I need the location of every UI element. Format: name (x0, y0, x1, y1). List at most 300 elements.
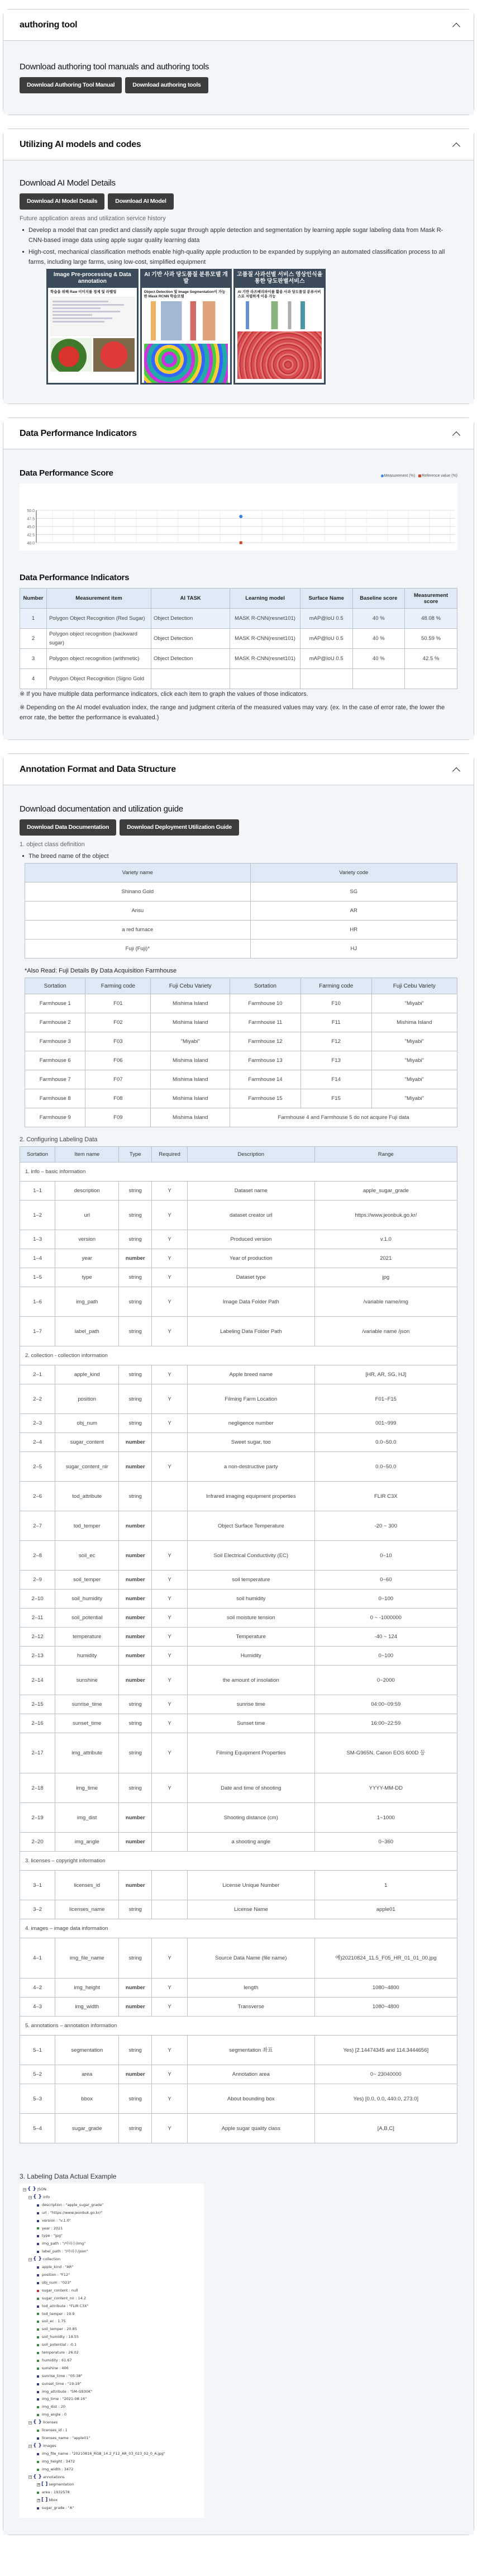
table-cell: Sweet sugar, too (188, 1433, 315, 1452)
table-cell: tod_attribute (55, 1482, 119, 1511)
json-tree-node (23, 2419, 201, 2427)
table-cell: 2–1 (20, 1365, 55, 1384)
table-cell: F08 (85, 1089, 151, 1108)
table-cell: MASK R-CNN(resnet101) (230, 649, 300, 669)
column-header: Sortation (20, 1147, 55, 1163)
network-diagram-image (144, 301, 228, 340)
column-header: Required (152, 1147, 188, 1163)
breed-bullet: The breed name of the object (22, 851, 457, 861)
reference-point (240, 542, 242, 544)
json-tree-node (23, 2474, 201, 2482)
json-tree-node (23, 2442, 201, 2450)
table-cell: Y (152, 1230, 188, 1249)
table-cell: Farmhouse 8 (25, 1089, 85, 1108)
table-row[interactable] (20, 669, 457, 689)
table-cell: Shooting distance (cm) (188, 1803, 315, 1833)
table-cell: obj_num (55, 1414, 119, 1433)
collapse-toggle-icon[interactable]: − (29, 2475, 32, 2479)
group-label: 1. info – basic information (20, 1163, 457, 1182)
chevron-up-icon[interactable] (452, 141, 460, 149)
section-subtitle: Download authoring tool manuals and authoring tools (20, 62, 209, 72)
table-cell: string (119, 1938, 152, 1979)
chart-legend (381, 474, 457, 478)
table-cell: Farmhouse 2 (25, 1013, 85, 1032)
json-tree-node (23, 2287, 201, 2295)
table-cell: apple_kind (55, 1365, 119, 1384)
table-cell: 2–10 (20, 1590, 55, 1609)
table-row (20, 1938, 457, 1979)
table-cell: F14 (300, 1070, 371, 1089)
json-tree-node (23, 2489, 201, 2497)
group-label: 4. images – image data information (20, 1919, 457, 1938)
table-cell: Y (152, 2114, 188, 2143)
table-cell: temperature (55, 1628, 119, 1647)
column-header: Variety name (25, 864, 251, 883)
table-cell: Polygon Object Recognition (Red Sugar) (46, 609, 151, 629)
authoring-tool-panel (3, 9, 474, 115)
chart-title: Data Performance Score (20, 468, 113, 478)
collapse-toggle-icon[interactable]: − (29, 2421, 32, 2425)
variety-table (25, 863, 457, 959)
string-value-icon (37, 2282, 39, 2284)
table-cell: F10 (300, 994, 371, 1013)
table-cell: string (119, 1482, 152, 1511)
table-cell: 3–1 (20, 1871, 55, 1900)
table-cell: string (119, 1365, 152, 1384)
table-cell: Y (152, 2065, 188, 2084)
json-node-label: img_angle : 0 (42, 2412, 67, 2417)
table-cell: 0.0~50.0 (314, 1433, 457, 1452)
table-cell: 0 ~ -1000000 (314, 1609, 457, 1628)
table-cell: sunrise time (188, 1695, 315, 1714)
column-header: Item name (55, 1147, 119, 1163)
download-utilization-guide-button[interactable]: Download Deployment Utilization Guide (120, 819, 239, 836)
table-cell: img_height (55, 1979, 119, 1998)
table-cell: 0~ 23040000 (314, 2065, 457, 2084)
json-node-label: year : 2021 (42, 2226, 63, 2231)
table-cell: Mishima Island (151, 994, 230, 1013)
table-cell: Y (152, 1695, 188, 1714)
table-cell: Mishima Island (151, 1108, 230, 1127)
table-cell: 2021 (314, 1249, 457, 1268)
download-data-documentation-button[interactable]: Download Data Documentation (20, 819, 116, 836)
table-row (20, 1249, 457, 1268)
json-node-label: version : "v.1.0" (42, 2218, 71, 2223)
table-cell: 2–5 (20, 1452, 55, 1482)
json-tree-node (23, 2481, 201, 2489)
bullet-list (22, 225, 457, 267)
table-cell: Infrared imaging equipment properties (188, 1482, 315, 1511)
json-node-label: info (42, 2194, 50, 2199)
panel-title: Utilizing AI models and codes (20, 139, 141, 149)
table-cell: F11 (300, 1013, 371, 1032)
column-header: Learning model (230, 589, 300, 609)
table-cell: Mishima Island (151, 1013, 230, 1032)
json-tree-node (23, 2264, 201, 2271)
group-label: 3. licenses – copyright information (20, 1852, 457, 1871)
column-header: Sortation (230, 978, 301, 994)
table-cell: 1–5 (20, 1268, 55, 1287)
table-cell: F06 (85, 1051, 151, 1070)
collapse-toggle-icon[interactable]: − (23, 2187, 27, 2191)
table-cell: Farmhouse 12 (230, 1032, 301, 1051)
table-cell: 2–15 (20, 1695, 55, 1714)
table-cell: string (119, 1287, 152, 1317)
json-tree-node (23, 2295, 201, 2303)
legend-item-measurement[interactable]: Measurement (%) (381, 474, 416, 478)
table-cell: 2–20 (20, 1833, 55, 1852)
table-cell: [HR, AR, SG, HJ] (314, 1365, 457, 1384)
table-cell: F01 (85, 994, 151, 1013)
download-ai-model-details-button[interactable]: Download AI Model Details (20, 193, 104, 210)
download-ai-model-button[interactable]: Download AI Model (108, 193, 173, 210)
column-header: Variety code (250, 864, 457, 883)
table-cell: 4 (20, 669, 47, 689)
download-manual-button[interactable]: Download Authoring Tool Manual (20, 77, 122, 93)
table-row (20, 1384, 457, 1414)
group-row (20, 1919, 457, 1938)
annotation-header[interactable] (3, 754, 474, 785)
table-cell: img_file_name (55, 1938, 119, 1979)
table-cell: 2–9 (20, 1571, 55, 1590)
table-cell: soil moisture tension (188, 1609, 315, 1628)
table-row (20, 1998, 457, 2017)
table-row (20, 2036, 457, 2065)
table-row[interactable] (20, 629, 457, 649)
json-tree-image (20, 2184, 204, 2518)
table-cell: Apple breed name (188, 1365, 315, 1384)
number-value-icon (37, 2344, 39, 2346)
table-cell: Apple sugar quality class (188, 2114, 315, 2143)
table-cell: label_path (55, 1317, 119, 1346)
json-node-label: soil_temper : 20.85 (42, 2327, 77, 2332)
table-cell: Filming Equipment Properties (188, 1733, 315, 1773)
json-node-label: type : "jpg" (42, 2233, 63, 2238)
table-cell: SM-G965N, Canon EOS 600D 등 (314, 1733, 457, 1773)
column-header: Baseline score (352, 589, 405, 609)
download-tools-button[interactable]: Download authoring tools (125, 77, 208, 93)
table-cell: number (119, 1628, 152, 1647)
table-cell: a shooting angle (188, 1833, 315, 1852)
json-tree-node (23, 2248, 201, 2256)
json-node-label: area : 1932578 (42, 2490, 70, 2495)
table-cell: [A,B,C] (314, 2114, 457, 2143)
json-node-label: sugar_content_nir : 14.2 (42, 2295, 87, 2300)
table-cell: 1–7 (20, 1317, 55, 1346)
json-tree-node (23, 2357, 201, 2365)
table-cell: 5–2 (20, 2065, 55, 2084)
object-braces-icon: { } (27, 2186, 36, 2192)
table-cell: 4–1 (20, 1938, 55, 1979)
table-row (20, 1773, 457, 1803)
table-cell: Humidity (188, 1647, 315, 1666)
table-cell: 50.59 % (405, 629, 457, 649)
table-cell: Y (152, 1249, 188, 1268)
table-row (20, 1541, 457, 1571)
table-row (25, 994, 457, 1013)
collapse-toggle-icon[interactable]: − (29, 2195, 32, 2199)
table-cell: 0.0~50.0 (314, 1452, 457, 1482)
json-node-label: sunset_time : "19:19" (42, 2381, 82, 2386)
note: ※ Depending on the AI model evaluation index, the range and judgment criteria of the measured values may vary. (ex. In the case of error rate, the lower the error rate, the better the performance is evaluated.) (20, 704, 445, 721)
json-tree-node (23, 2256, 201, 2264)
table-cell: 3–2 (20, 1900, 55, 1919)
table-row (25, 1013, 457, 1032)
chevron-up-icon[interactable] (452, 430, 460, 438)
table-cell: sunshine (55, 1666, 119, 1695)
table-cell: Y (152, 1384, 188, 1414)
table-cell: humidity (55, 1647, 119, 1666)
table-row (25, 1089, 457, 1108)
performance-table (20, 588, 457, 689)
json-node-label: img_file_name : "20210816_RGB_14.2_F12_AR_03_023_02_0_A.jpg" (42, 2451, 165, 2456)
table-cell: a non-destructive party (188, 1452, 315, 1482)
json-node-label: humidity : 61.67 (42, 2357, 72, 2362)
table-cell: Y (152, 1609, 188, 1628)
table-cell: Farmhouse 3 (25, 1032, 85, 1051)
table-cell: Sunset time (188, 1714, 315, 1733)
note: ※ If you have multiple data performance indicators, click each item to graph the values of those indicators. (20, 691, 308, 698)
table-cell: Year of production (188, 1249, 315, 1268)
table-cell (152, 1803, 188, 1833)
segmentation-image (144, 344, 228, 383)
table-cell (152, 1900, 188, 1919)
table-cell: string (119, 1182, 152, 1201)
column-header: AI TASK (151, 589, 230, 609)
table-cell: 40 % (352, 649, 405, 669)
table-cell: 0~2000 (314, 1666, 457, 1695)
table-cell: soil_temper (55, 1571, 119, 1590)
labeling-title: 2. Configuring Labeling Data (20, 1136, 98, 1143)
json-tree-node (23, 2225, 201, 2233)
table-cell: 예)20210824_11.5_F05_HR_01_01_00.jpg (314, 1938, 457, 1979)
table-cell: 2–3 (20, 1414, 55, 1433)
table-cell: mAP@IoU 0.5 (300, 609, 352, 629)
panel-title: authoring tool (20, 20, 78, 30)
table-cell: SG (250, 883, 457, 902)
json-tree-node (23, 2326, 201, 2333)
chevron-up-icon[interactable] (452, 21, 460, 29)
table-row (20, 2114, 457, 2143)
table-cell: Produced version (188, 1230, 315, 1249)
panel-title: Annotation Format and Data Structure (20, 764, 176, 774)
table-row (20, 1230, 457, 1249)
table-row (20, 1287, 457, 1317)
table-cell: 1080~4800 (314, 1979, 457, 1998)
table-cell: Farmhouse 10 (230, 994, 301, 1013)
table-cell: mAP@IoU 0.5 (300, 649, 352, 669)
table-cell: Mishima Island (151, 1051, 230, 1070)
y-tick-label: 42.5 (27, 533, 35, 538)
table-cell: jpg (314, 1268, 457, 1287)
table-row (20, 1979, 457, 1998)
number-value-icon (37, 2430, 39, 2432)
infographic-heading: 고품질 사과선별 서비스 영상인식을 통한 당도판별서비스 (237, 271, 323, 284)
table-cell: "Miyabi" (371, 994, 457, 1013)
performance-header[interactable] (3, 418, 474, 449)
collapse-toggle-icon[interactable]: − (29, 2444, 32, 2448)
table-cell: Farmhouse 14 (230, 1070, 301, 1089)
table-cell: Polygon object recognition (backward sugar) (46, 629, 151, 649)
table-cell: length (188, 1979, 315, 1998)
table-row (20, 1433, 457, 1452)
table-cell (152, 1511, 188, 1541)
table-cell: F12 (300, 1032, 371, 1051)
table-cell: string (119, 1230, 152, 1249)
json-tree-node (23, 2217, 201, 2225)
table-cell: Yes) [2.14474345 and 114.3444656] (314, 2036, 457, 2065)
table-cell: sugar_grade (55, 2114, 119, 2143)
json-tree-node (23, 2458, 201, 2466)
table-cell: 1 (314, 1871, 457, 1900)
string-value-icon (37, 2220, 39, 2222)
infographic-column (140, 269, 232, 385)
json-tree-node (23, 2466, 201, 2474)
table-cell: Annotation area (188, 2065, 315, 2084)
table-cell: Farmhouse 13 (230, 1051, 301, 1070)
table-cell (152, 1871, 188, 1900)
table-cell (152, 1482, 188, 1511)
table-row (20, 1666, 457, 1695)
number-value-icon (37, 2461, 39, 2463)
json-tree-node (23, 2497, 201, 2504)
json-node-label: obj_num : "023" (42, 2280, 71, 2285)
table-cell: Y (152, 1647, 188, 1666)
table-cell: Y (152, 1938, 188, 1979)
table-row[interactable] (20, 609, 457, 629)
json-node-label: apple_kind : "AR" (42, 2265, 74, 2270)
table-cell: apple01 (314, 1900, 457, 1919)
table-row (20, 1317, 457, 1346)
json-node-label: licenses (42, 2420, 58, 2425)
expand-toggle-icon[interactable]: + (37, 2498, 41, 2503)
json-node-label: sunshine : 406 (42, 2365, 69, 2370)
table-cell: sugar_content_nir (55, 1452, 119, 1482)
table-cell: Y (152, 1317, 188, 1346)
class-definition-label: 1. object class definition (20, 841, 85, 848)
service-infographic (46, 269, 326, 385)
table-cell: F03 (85, 1032, 151, 1051)
table-cell: /variable name/img (314, 1287, 457, 1317)
table-cell: soil humidity (188, 1590, 315, 1609)
table-cell: img_dist (55, 1803, 119, 1833)
table-cell: string (119, 1714, 152, 1733)
number-value-icon (37, 2368, 39, 2370)
table-cell: number (119, 1249, 152, 1268)
group-label: 5. annotations – annotation information (20, 2017, 457, 2036)
string-value-icon (37, 2204, 39, 2207)
table-cell: Y (152, 1714, 188, 1733)
table-cell (300, 669, 352, 689)
table-cell: /variable name /json (314, 1317, 457, 1346)
object-braces-icon: { } (33, 2194, 42, 2200)
number-value-icon (37, 2328, 39, 2331)
collapse-toggle-icon[interactable]: − (29, 2257, 32, 2262)
string-value-icon (37, 2375, 39, 2378)
string-value-icon (37, 2507, 39, 2509)
json-tree-node (23, 2380, 201, 2388)
column-header: Number (20, 589, 47, 609)
column-header: Description (188, 1147, 315, 1163)
string-value-icon (37, 2266, 39, 2269)
table-cell: number (119, 1433, 152, 1452)
table-cell: 2–8 (20, 1541, 55, 1571)
json-tree-node (23, 2194, 201, 2202)
table-row[interactable] (20, 649, 457, 669)
table-cell: string (119, 1201, 152, 1230)
table-cell: F13 (300, 1051, 371, 1070)
column-header: Farming code (85, 978, 151, 994)
json-tree-node (23, 2311, 201, 2318)
json-node-label: img_path : "/아리수/img" (42, 2241, 86, 2246)
table-cell: Y (152, 1201, 188, 1230)
array-brackets-icon: [ ] (41, 2497, 48, 2503)
infographic-column (233, 269, 326, 385)
table-cell: string (119, 1900, 152, 1919)
table-row (20, 1511, 457, 1541)
table-cell (405, 669, 457, 689)
table-cell: -40 ~ 124 (314, 1628, 457, 1647)
chevron-up-icon[interactable] (452, 766, 460, 774)
table-cell: Y (152, 1414, 188, 1433)
json-tree-node (23, 2411, 201, 2419)
table-cell: Date and time of shooting (188, 1773, 315, 1803)
table-cell: 04:00~09:59 (314, 1695, 457, 1714)
table-cell: sunrise_time (55, 1695, 119, 1714)
table-cell: Y (152, 1666, 188, 1695)
table-row (20, 1733, 457, 1773)
table-cell: 2–4 (20, 1433, 55, 1452)
table-cell: Yes) [0.0, 0.0, 440.0, 273.0] (314, 2084, 457, 2114)
table-cell: 2–18 (20, 1773, 55, 1803)
table-cell (152, 1433, 188, 1452)
table-cell: Mishima Island (151, 1089, 230, 1108)
table-row (25, 1051, 457, 1070)
table-row (25, 940, 457, 959)
json-node-label: images (42, 2443, 56, 2448)
json-tree-node (23, 2349, 201, 2357)
table-row (20, 1833, 457, 1852)
y-tick-label: 45.0 (27, 525, 35, 529)
table-cell: 2 (20, 629, 47, 649)
table-cell: F01~F15 (314, 1384, 457, 1414)
table-cell: string (119, 2036, 152, 2065)
table-cell: number (119, 1833, 152, 1852)
table-cell (152, 1833, 188, 1852)
infographic-heading: Image Pre-processing & Data annotation (53, 271, 131, 284)
table-cell: Y (152, 1452, 188, 1482)
table-cell: F07 (85, 1070, 151, 1089)
ai-models-header[interactable] (3, 129, 474, 160)
table-cell: 1~1000 (314, 1803, 457, 1833)
legend-item-reference[interactable]: Reference value (%) (418, 474, 457, 478)
table-title: Data Performance Indicators (20, 573, 130, 582)
bullet-item: High-cost, mechanical classification methods enable high-quality apple production to be expanded by supplying an automated classification process to all farms, including large farms, using low-cost, simplified equipment (22, 247, 457, 267)
table-row (20, 1452, 457, 1482)
authoring-tool-header[interactable] (3, 10, 474, 41)
table-row (25, 1108, 457, 1127)
performance-table-scroll[interactable] (20, 588, 457, 682)
json-tree-node (23, 2279, 201, 2287)
table-cell: Y (152, 1287, 188, 1317)
expand-toggle-icon[interactable]: + (37, 2483, 41, 2487)
table-cell: number (119, 1666, 152, 1695)
table-cell: Object Detection (151, 649, 230, 669)
string-value-icon (37, 2391, 39, 2393)
table-cell: Soil Electrical Conductivity (EC) (188, 1541, 315, 1571)
table-row (25, 883, 457, 902)
string-value-icon (37, 2251, 39, 2253)
